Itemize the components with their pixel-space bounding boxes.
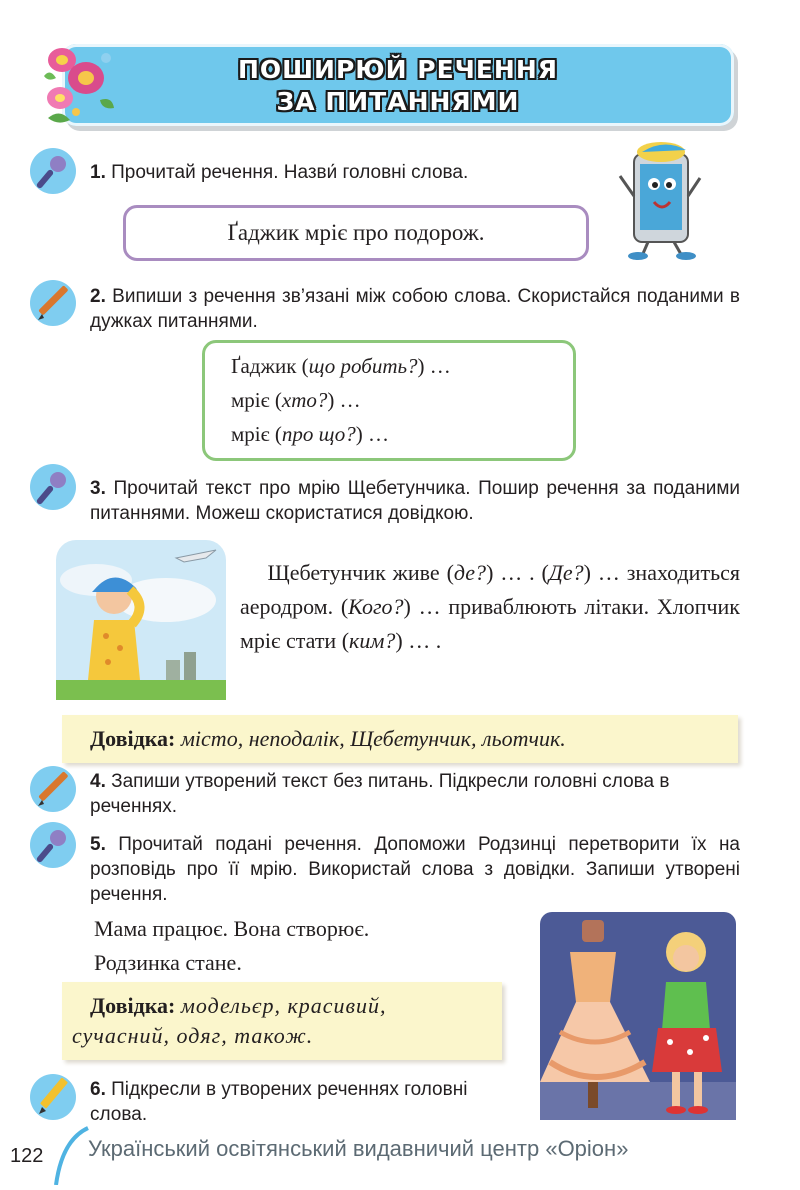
task-number: 3. (90, 478, 106, 499)
girl-dress-illustration (540, 912, 736, 1120)
story-text: Щебетунчик живе (де?) … . (Де?) … знаходиться аеродром. (Кого?) … приваблюють літаки. Хлопчик мріє стати (ким?) … . (240, 560, 740, 653)
task-text: Прочитай речення. Назви́ головні слова. (111, 162, 469, 183)
task-2 (90, 284, 740, 334)
title-line-2: ЗА ПИТАННЯМИ (276, 87, 520, 116)
question-line: мріє (про що?) … (231, 422, 389, 446)
hint-box (62, 715, 738, 763)
task-text: Підкресли в утворених реченнях головні слова. (90, 1079, 468, 1125)
pen-icon (30, 766, 76, 812)
boy-illustration (56, 540, 226, 700)
hint-label: Довідка: (90, 726, 176, 751)
hint-words: модельєр, красивий, (180, 993, 387, 1018)
task-number: 4. (90, 771, 106, 792)
task-3 (90, 476, 740, 526)
page-title (62, 54, 734, 118)
task-text: Прочитай текст про мрію Щебетунчика. Пошир речення за поданими питаннями. Можеш скористатися довідкою. (90, 478, 740, 524)
task-6 (90, 1077, 470, 1127)
task-4 (90, 769, 740, 819)
question-line: Ґаджик (що робить?) … (231, 354, 451, 378)
question-box (202, 340, 576, 461)
task-number: 2. (90, 286, 106, 307)
task-number: 5. (90, 834, 106, 855)
sentence-box (123, 205, 589, 261)
task-1 (90, 160, 468, 185)
hint-box (62, 982, 502, 1060)
page-number: 122 (10, 1145, 44, 1167)
task-text: Випиши з речення зв’язані між собою слова. Скористайся поданими в дужках питаннями. (90, 286, 740, 332)
sentences-5 (94, 912, 369, 980)
task-text: Прочитай подані речення. Допоможи Родзинці перетворити їх на розповідь про її мрію. Використай слова з довідки. Запиши утворені речення. (90, 834, 740, 905)
sentence-text: Ґаджик мріє про подорож. (227, 220, 485, 245)
hint-words: сучасний, одяг, також. (72, 1023, 314, 1048)
task-5 (90, 832, 740, 907)
publisher-name: Український освітянський видавничий центр «Оріон» (88, 1136, 629, 1161)
task-text: Запиши утворений текст без питань. Підкресли головні слова в реченнях. (90, 771, 670, 817)
microphone-icon (30, 148, 76, 194)
question-line: мріє (хто?) … (231, 388, 361, 412)
task-number: 6. (90, 1079, 106, 1100)
microphone-icon (30, 464, 76, 510)
microphone-icon (30, 822, 76, 868)
sentence-line: Мама працює. Вона створює. (94, 916, 370, 941)
task-number: 1. (90, 162, 106, 183)
hint-words: місто, неподалік, Щебетунчик, льотчик. (180, 726, 566, 751)
hint-label: Довідка: (90, 993, 176, 1018)
sentence-line: Родзинка стане. (94, 950, 242, 975)
gadget-character (612, 136, 712, 260)
pen-icon (30, 280, 76, 326)
title-line-1: ПОШИРЮЙ РЕЧЕННЯ (237, 55, 559, 84)
